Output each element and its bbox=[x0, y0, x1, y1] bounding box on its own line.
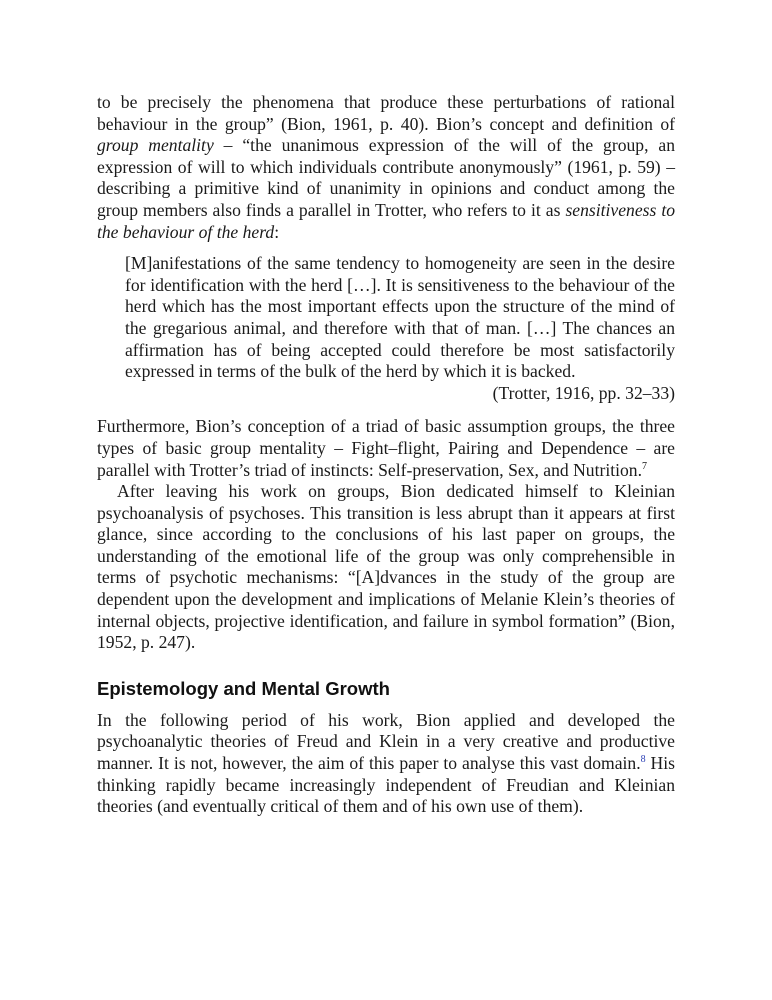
footnote-marker-8[interactable]: 8 bbox=[640, 754, 646, 766]
paragraph-1-text-a: to be precisely the phenomena that produce these perturbations of rational behaviour in the group” (Bion, 1961, p. 40). Bion’s concept and definition of bbox=[97, 92, 675, 134]
block-quote: [M]anifestations of the same tendency to homogeneity are seen in the desire for identification with the herd […]. It is sensitiveness to the behaviour of the herd which has the most important effects upon the structure of the mind of the gregarious animal, and therefore with that of man. […] The chances an affirmation has of being accepted could therefore be most satisfactorily expressed in terms of the bulk of the herd by which it is backed. bbox=[125, 253, 675, 382]
document-page bbox=[97, 92, 675, 818]
paragraph-1-text-c: : bbox=[274, 221, 280, 242]
paragraph-1-emphasis-sensitiveness: sensitiveness to the behaviour of the herd bbox=[97, 199, 676, 242]
section-heading: Epistemology and Mental Growth bbox=[97, 677, 390, 699]
paragraph-3: After leaving his work on groups, Bion dedicated himself to Kleinian psychoanalysis of psychoses. This transition is less abrupt than it appears at first glance, since according to the conclusions of his last paper on groups, the understanding of the emotional life of the group was only comprehensible in terms of psychotic mechanisms: “[A]dvances in the study of the group are dependent upon the development and implications of Melanie Klein’s theories of internal objects, projective identification, and failure in symbol formation” (Bion, 1952, p. 247). bbox=[97, 481, 675, 653]
footnote-marker-7[interactable]: 7 bbox=[642, 460, 647, 472]
paragraph-2-text: Furthermore, Bion’s conception of a triad of basic assumption groups, the three types of basic group mentality – Fight–flight, Pairing and Dependence – are parallel with Trotter’s triad of instincts: Self-preservation, Sex, and Nutrition. bbox=[97, 416, 675, 480]
paragraph-4-text-b: His thinking rapidly became increasingly independent of Freudian and Kleinian theories (and eventually critical of them and of his own use of them). bbox=[97, 753, 675, 817]
block-quote-citation: (Trotter, 1916, pp. 32–33) bbox=[492, 382, 675, 403]
paragraph-4 bbox=[97, 710, 675, 818]
paragraph-1 bbox=[97, 92, 675, 243]
paragraph-1-text-b: – “the unanimous expression of the will of the group, an expression of will to which individuals contribute anonymously” (1961, p. 59) – describing a primitive kind of unanimity in opinions and conduct among the group members also finds a parallel in Trotter, who refers to it as bbox=[97, 135, 675, 220]
paragraph-4-text-a: In the following period of his work, Bion applied and developed the psychoanalytic theories of Freud and Klein in a very creative and productive manner. It is not, however, the aim of this paper to analyse this vast domain. bbox=[97, 709, 675, 774]
paragraph-2 bbox=[97, 416, 675, 481]
spacer bbox=[97, 404, 675, 416]
paragraph-1-emphasis-group-mentality: group mentality bbox=[97, 135, 214, 156]
